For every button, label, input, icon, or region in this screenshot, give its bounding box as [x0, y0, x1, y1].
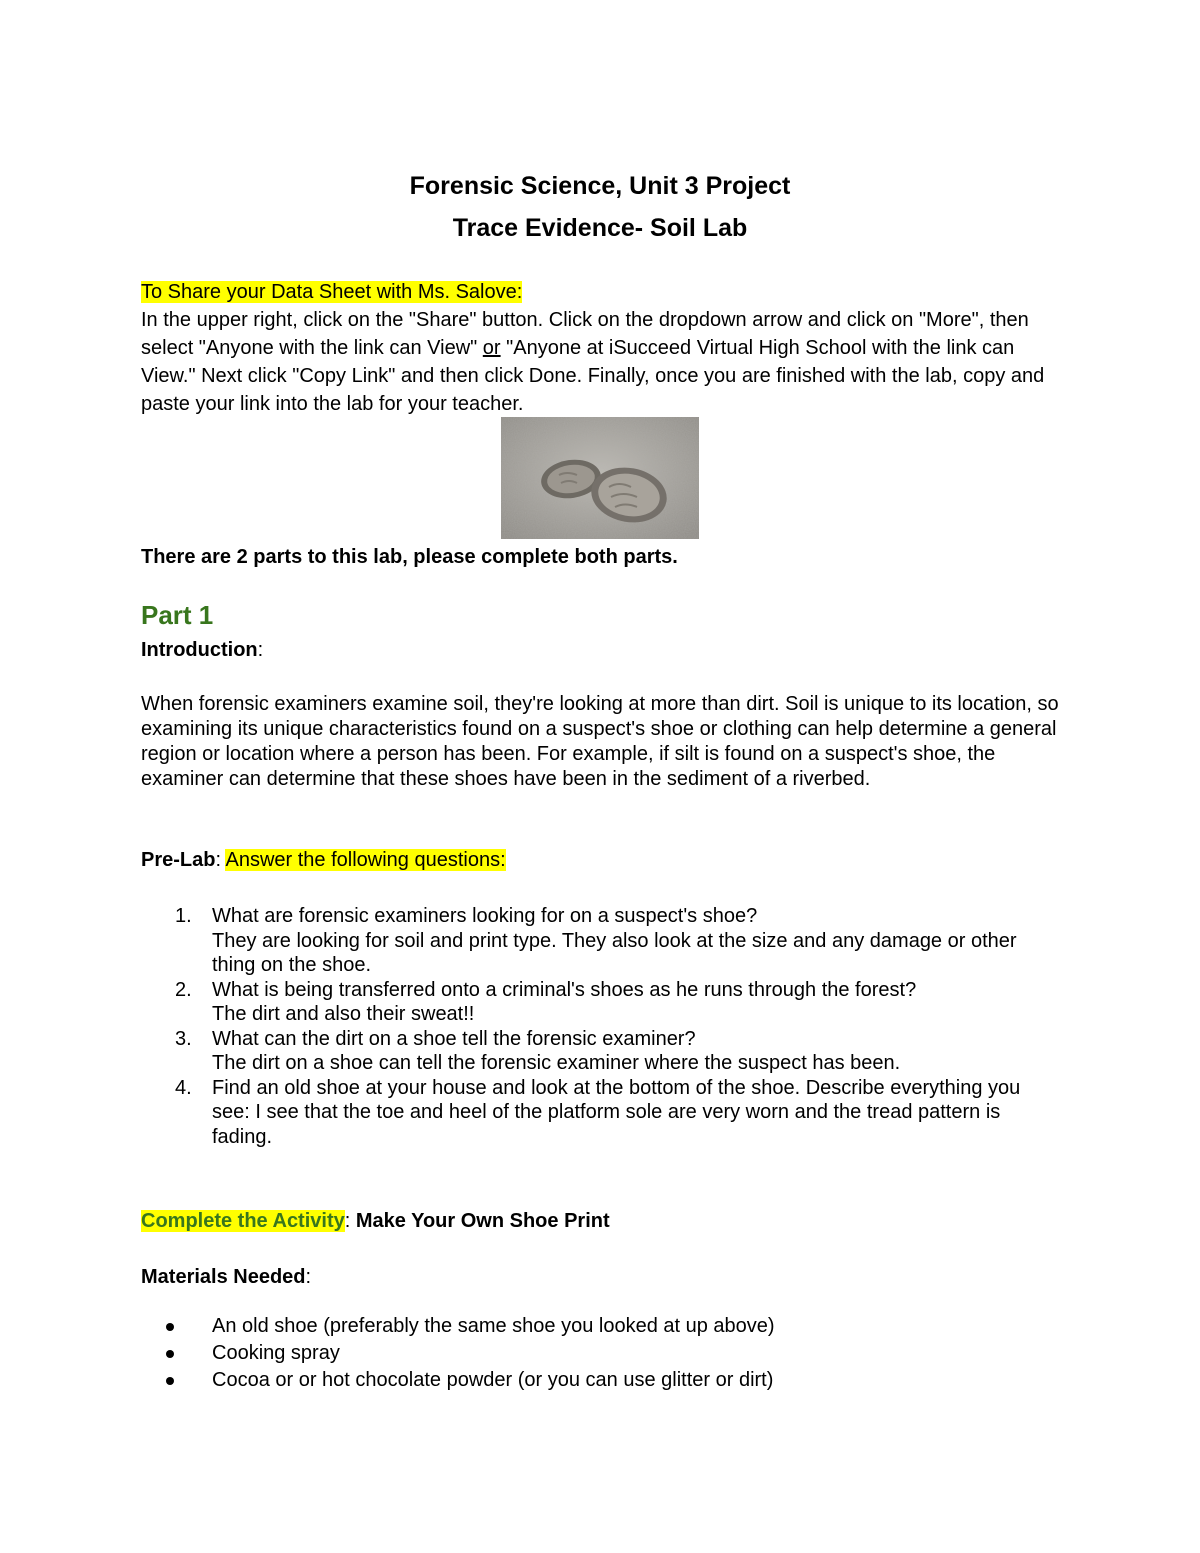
share-text-part1: In the upper right, click on the "Share" button. Click on the dropdown arrow and click on "More", then select "Anyone with the link can View" — [141, 309, 1029, 359]
answer-text: I see that the toe and heel of the platform sole are very worn and the tread pattern is fading. — [212, 1101, 1001, 1148]
question-text: Find an old shoe at your house and look at the bottom of the shoe. Describe everything you see: — [212, 1076, 1021, 1123]
answer-text: The dirt and also their sweat!! — [212, 1003, 475, 1025]
share-or-word: or — [482, 337, 501, 359]
prelab-question-list — [141, 904, 1061, 1149]
question-number: 3. — [175, 1027, 192, 1050]
question-text: What are forensic examiners looking for on a suspect's shoe? — [212, 905, 758, 927]
prelab-line — [141, 848, 1061, 872]
document-subtitle: Trace Evidence- Soil Lab — [452, 214, 748, 242]
activity-title: Make Your Own Shoe Print — [355, 1210, 610, 1232]
answer-text: They are looking for soil and print type. They also look at the size and any damage or other thing on the shoe. — [212, 929, 1017, 976]
share-instructions — [141, 278, 1061, 418]
introduction-label-line — [141, 638, 1061, 662]
question-item — [141, 1027, 1061, 1076]
introduction-label: Introduction — [141, 639, 258, 661]
question-item — [141, 978, 1061, 1027]
materials-list — [141, 1313, 1061, 1394]
share-text-part2: "Anyone at iSucceed Virtual High School with the link can View." Next click "Copy Link" and then click Done. Finally, once you are finished with the lab, copy and paste your link into the lab for your teacher. — [141, 337, 1045, 415]
material-text: Cooking spray — [212, 1342, 340, 1364]
materials-label: Materials Needed — [141, 1266, 306, 1288]
prelab-colon: : — [215, 849, 226, 871]
prelab-instruction: Answer the following questions: — [225, 849, 506, 871]
introduction-colon: : — [257, 639, 264, 661]
materials-colon: : — [305, 1266, 312, 1288]
list-item — [141, 1367, 1061, 1394]
bullet-icon — [166, 1377, 174, 1385]
bullet-icon — [166, 1323, 174, 1331]
share-heading: To Share your Data Sheet with Ms. Salove: — [141, 281, 523, 303]
question-number: 1. — [175, 905, 192, 927]
question-number: 2. — [175, 978, 192, 1001]
answer-text: The dirt on a shoe can tell the forensic examiner where the suspect has been. — [212, 1052, 901, 1074]
document-title: Forensic Science, Unit 3 Project — [409, 172, 791, 200]
shoeprint-in-sand-photo — [501, 417, 699, 539]
bullet-icon — [166, 1350, 174, 1358]
materials-label-line — [141, 1265, 1061, 1289]
material-text: An old shoe (preferably the same shoe you looked at up above) — [212, 1315, 775, 1337]
introduction-text: When forensic examiners examine soil, they're looking at more than dirt. Soil is unique to its location, so examining its unique characteristics found on a suspect's shoe or clothing can help determine a general region or location where a person has been. For example, if silt is found on a suspect's shoe, the examiner can determine that these shoes have been in the sediment of a riverbed. — [141, 693, 1059, 790]
question-text: What can the dirt on a shoe tell the forensic examiner? — [212, 1027, 696, 1050]
question-text: What is being transferred onto a criminal's shoes as he runs through the forest? — [212, 978, 917, 1001]
parts-note: There are 2 parts to this lab, please complete both parts. — [141, 546, 678, 568]
list-item — [141, 1313, 1061, 1340]
question-item — [141, 904, 1061, 978]
list-item — [141, 1340, 1061, 1367]
part1-heading: Part 1 — [141, 600, 214, 630]
question-number: 4. — [175, 1076, 192, 1099]
prelab-label: Pre-Lab — [141, 849, 216, 871]
activity-highlight: Complete the Activity — [141, 1210, 345, 1232]
activity-colon: : — [344, 1210, 356, 1232]
question-item — [141, 1076, 1061, 1150]
material-text: Cocoa or or hot chocolate powder (or you can use glitter or dirt) — [212, 1369, 774, 1391]
activity-line — [141, 1209, 1061, 1233]
